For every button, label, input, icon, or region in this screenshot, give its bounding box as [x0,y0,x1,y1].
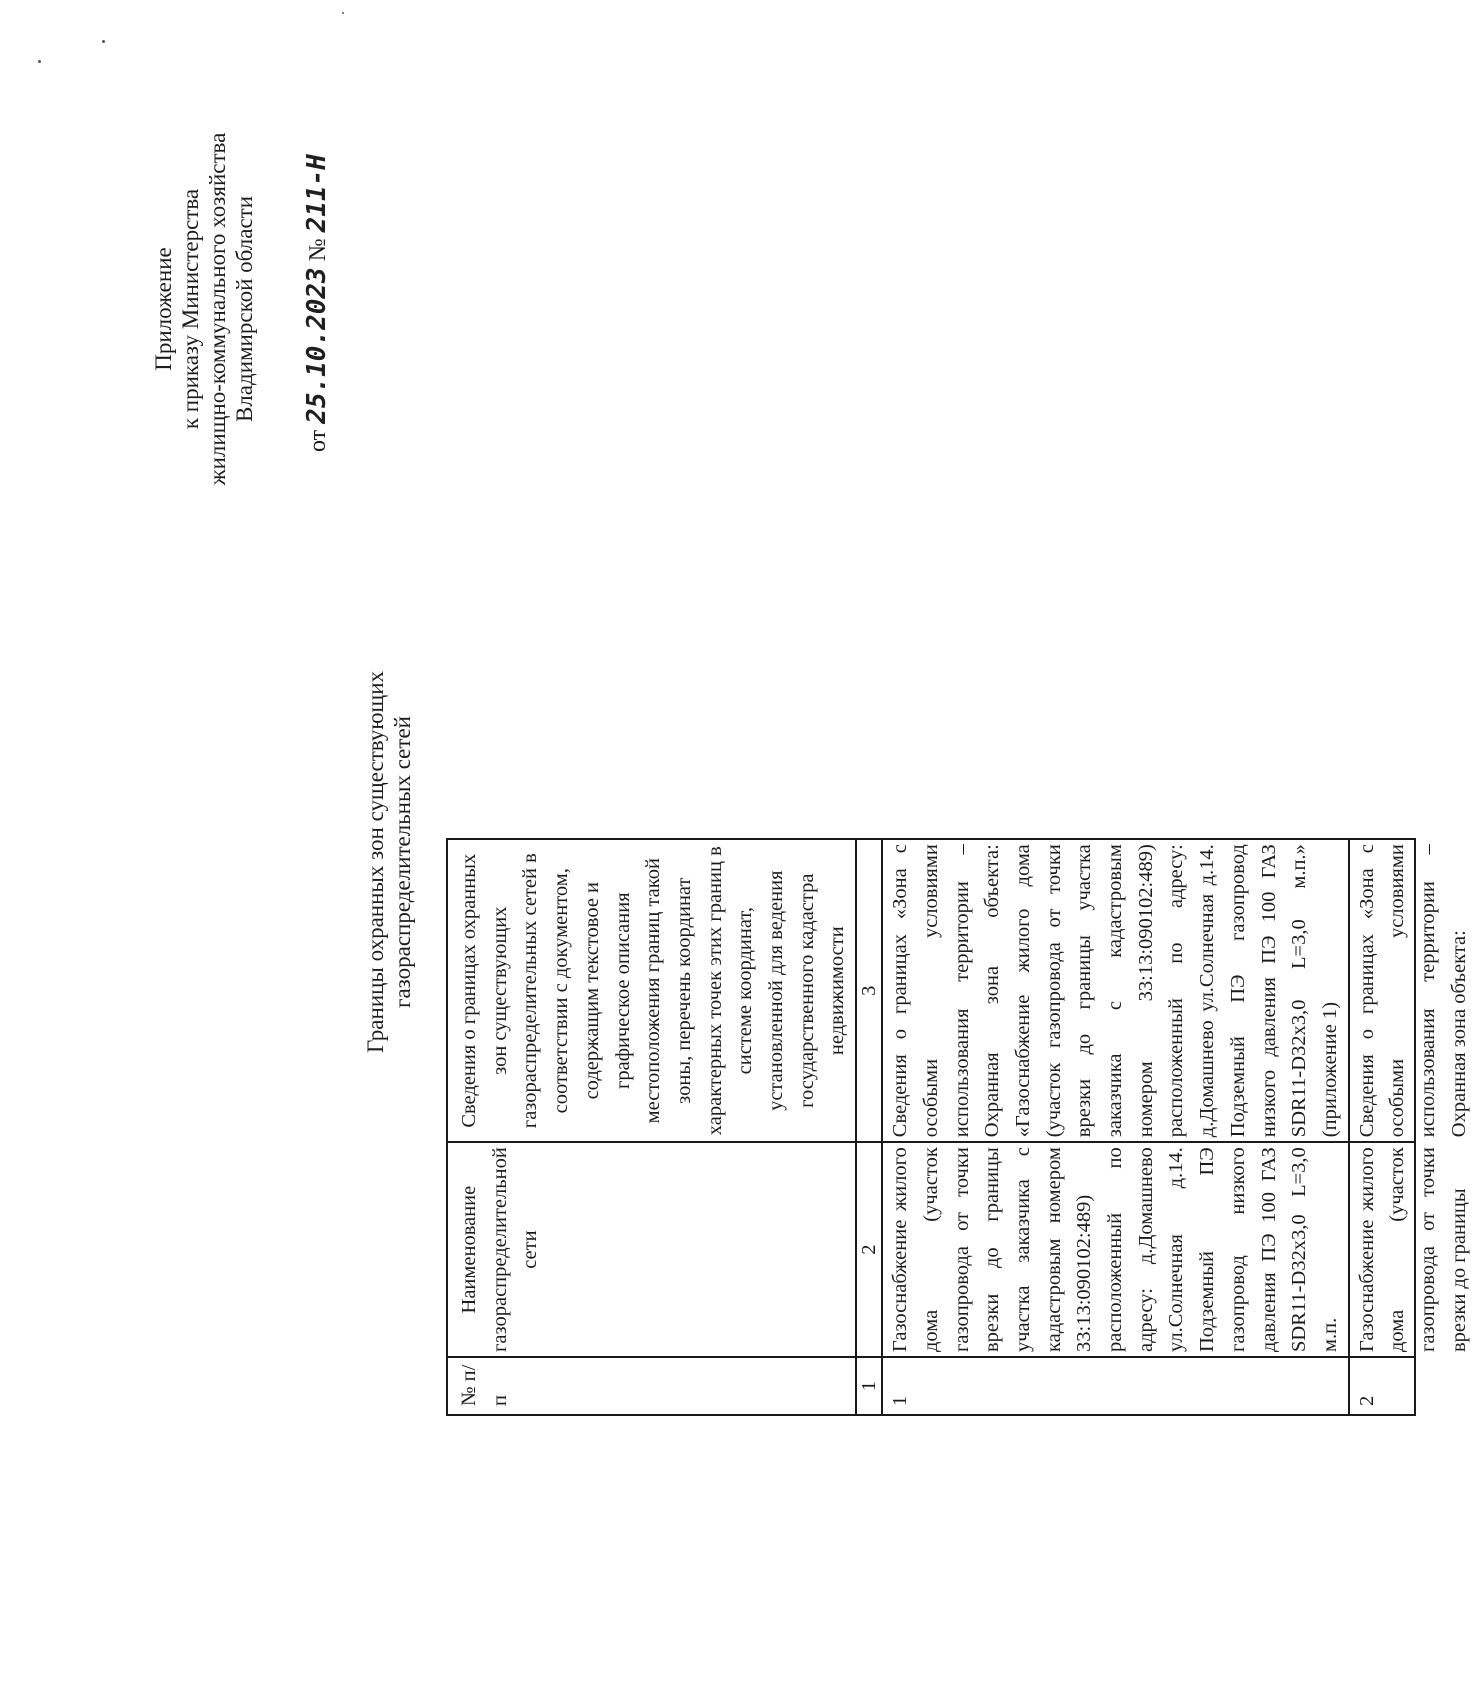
header-network-name: Наименование газораспределительной сети [447,1142,856,1357]
index-cell: 3 [856,839,882,1142]
order-number-label: № [305,238,331,262]
zones-table [446,362,1470,1416]
appendix-line: жилищно-коммунального хозяйства [205,132,230,486]
zone-info-text: Сведения о границах «Зона с особыми условиями использования территории – Охранная зона объекта: [1355,844,1470,1138]
order-prefix: от [305,429,331,452]
order-number: 211-Н [302,154,332,233]
network-name-cell: Газоснабжение жилого дома (участок газопровода от точки врезки до границы участка заказчика с кадастровым номером 33:13:090102:489) расположенный по адресу: д.Домашнево ул.Солнечная д.14. Подземный ПЭ газопровод низкого давления ПЭ 100 ГАЗ SDR11-D32х3,0 L=3,0 м.п. [882,1142,1349,1357]
appendix-block [150,49,258,569]
scan-speck [102,40,105,43]
document-title [362,452,416,1272]
network-name-cell [1349,1142,1470,1357]
table-row [882,363,1349,1415]
appendix-line: Владимирской области [232,195,257,423]
order-date: 25.10.2023 [302,267,332,424]
zone-info-cell: Сведения о границах «Зона с особыми условиями использования территории – Охранная зона объекта: «Газоснабжение жилого дома (участок газопровода от точки врезки до границы участка заказчика с кадастровым номером 33:13:090102:489) расположенный по адресу: д.Домашнево ул.Солнечная д.14. Подземный ПЭ газопровод низкого давления ПЭ 100 ГАЗ SDR11-D32х3,0 L=3,0 м.п.» (приложение 1) [882,839,1349,1142]
scan-speck [38,60,41,63]
appendix-line: к приказу Министерства [178,188,203,430]
table-index-row [856,363,882,1415]
table-row [1349,363,1415,1415]
title-line-1: Границы охранных зон существующих [363,670,388,1054]
header-zone-info: Сведения о границах охранных зон существующих газораспределительных сетей в соответствии с документом, содержащим текстовое и графическое описания местоположения границ такой зоны, перечень координат характерных точек этих границ в системе координат, установленной для ведения государственного кадастра недвижимости [447,839,856,1142]
index-cell: 1 [856,1357,882,1415]
table-header-row [447,363,856,1415]
row-number: 2 [1349,1357,1415,1415]
title-line-2: газораспределительных сетей [390,716,415,1008]
scan-speck [342,12,344,14]
network-name-text: Газоснабжение жилого дома (участок газопровода от точки врезки до границы [1355,1147,1470,1352]
appendix-line: Приложение [151,247,176,371]
index-cell: 2 [856,1142,882,1357]
order-reference [302,154,332,452]
header-number: № п/п [447,1357,856,1415]
row-number: 1 [882,1357,1349,1415]
zone-info-cell [1349,839,1470,1142]
